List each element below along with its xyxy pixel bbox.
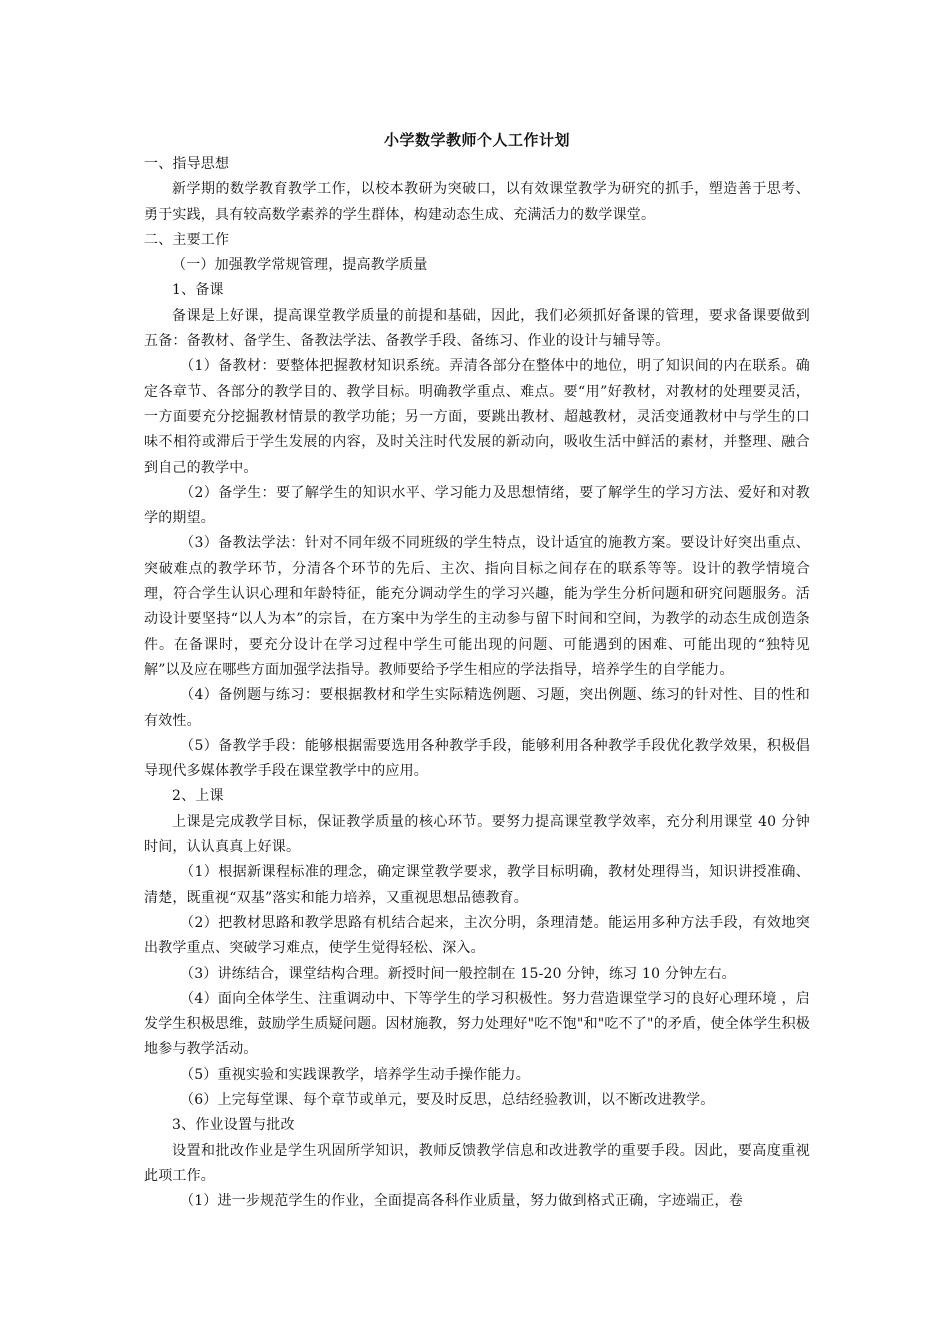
sub-paragraph: （2）备学生：要了解学生的知识水平、学习能力及思想情绪，要了解学生的学习方法、爱好和对教学的期望。: [144, 484, 810, 527]
sub-paragraph: （3）讲练结合，课堂结构合理。新授时间一般控制在 15-20 分钟，练习 10 分钟左右。: [180, 965, 736, 982]
sub-paragraph: （5）备教学手段：能够根据需要选用各种教学手段，能够利用各种教学手段优化教学效果，积极倡导现代多媒体教学手段在课堂教学中的应用。: [144, 737, 810, 780]
sub-paragraph: （1）备教材：要整体把握教材知识系统。弄清各部分在整体中的地位，明了知识间的内在联系。确定各章节、各部分的教学目的、教学目标。明确教学重点、难点。要“用”好教材，对教材的处理要灵活，一方面要充分挖掘教材情景的教学功能；另一方面，要跳出教材、超越教材，灵活变通教材中与学生的口味不相符或滞后于学生发展的内容，及时关注时代发展的新动向，吸收生活中鲜活的素材，并整理、融合到自己的教学中。: [144, 358, 810, 476]
sub-paragraph: （1）进一步规范学生的作业，全面提高各科作业质量，努力做到格式正确，字迹端正，卷: [180, 1193, 743, 1210]
paragraph: 上课是完成教学目标，保证教学质量的核心环节。要努力提高课堂教学效率，充分利用课堂 40 分钟时间，认认真真上好课。: [144, 813, 810, 856]
paragraph: 设置和批改作业是学生巩固所学知识，教师反馈教学信息和改进教学的重要手段。因此，要高度重视此项工作。: [144, 1142, 810, 1184]
sub-paragraph: （1）根据新课程标准的理念，确定课堂教学要求，教学目标明确，教材处理得当，知识讲授准确、清楚，既重视“双基”落实和能力培养，又重视思想品德教育。: [144, 864, 810, 906]
sub-paragraph: （5）重视实验和实践课教学，培养学生动手操作能力。: [180, 1066, 530, 1083]
item-heading: 1、备课: [172, 282, 224, 299]
document-title: 小学数学教师个人工作计划: [383, 131, 570, 149]
sub-paragraph: （3）备教法学法：针对不同年级不同班级的学生特点，设计适宜的施教方案。要设计好突出重点、突破难点的教学环节，分清各个环节的先后、主次、指向目标之间存在的联系等等。设计的教学情境合理，符合学生认识心理和年龄特征，能充分调动学生的学习兴趣，能为学生分析问题和研究问题服务。活动设计要坚持“以人为本”的宗旨，在方案中为学生的主动参与留下时间和空间，为教学的动态生成创造条件。在备课时，要充分设计在学习过程中学生可能出现的问题、可能遇到的困难、可能出现的“独特见解”以及应在哪些方面加强学法指导。教师要给予学生相应的学法指导，培养学生的自学能力。: [144, 535, 810, 678]
section-heading: 一、指导思想: [144, 156, 230, 172]
sub-paragraph: （2）把教材思路和教学思路有机结合起来，主次分明，条理清楚。能运用多种方法手段，有效地突出教学重点、突破学习难点，使学生觉得轻松、深入。: [144, 914, 810, 957]
document-blocks: [144, 152, 810, 1214]
sub-paragraph: （4）备例题与练习：要根据教材和学生实际精选例题、习题，突出例题、练习的针对性、目的性和有效性。: [144, 687, 810, 729]
paragraph: 备课是上好课，提高课堂教学质量的前提和基础，因此，我们必须抓好备课的管理，要求备课要做到五备：备教材、备学生、备教法学法、备教学手段、备练习、作业的设计与辅导等。: [144, 307, 810, 350]
subsection-heading: （一）加强教学常规管理，提高教学质量: [172, 257, 428, 274]
sub-paragraph: （6）上完每堂课、每个章节或单元，要及时反思，总结经验教训，以不断改进教学。: [180, 1091, 715, 1108]
item-heading: 3、作业设置与批改: [172, 1117, 295, 1134]
section-heading: 二、主要工作: [144, 231, 230, 248]
sub-paragraph: （4）面向全体学生、注重调动中、下等学生的学习积极性。努力营造课堂学习的良好心理环境 ，启发学生积极思维，鼓励学生质疑问题。因材施教，努力处理好"吃不饱"和"吃不了"的矛盾，使全体学生积极地参与教学活动。: [144, 990, 810, 1058]
item-heading: 2、上课: [172, 788, 224, 805]
document-body: [144, 128, 810, 1214]
paragraph: 新学期的数学教育教学工作，以校本教研为突破口，以有效课堂教学为研究的抓手，塑造善于思考、勇于实践，具有较高数学素养的学生群体，构建动态生成、充满活力的数学课堂。: [144, 181, 810, 223]
